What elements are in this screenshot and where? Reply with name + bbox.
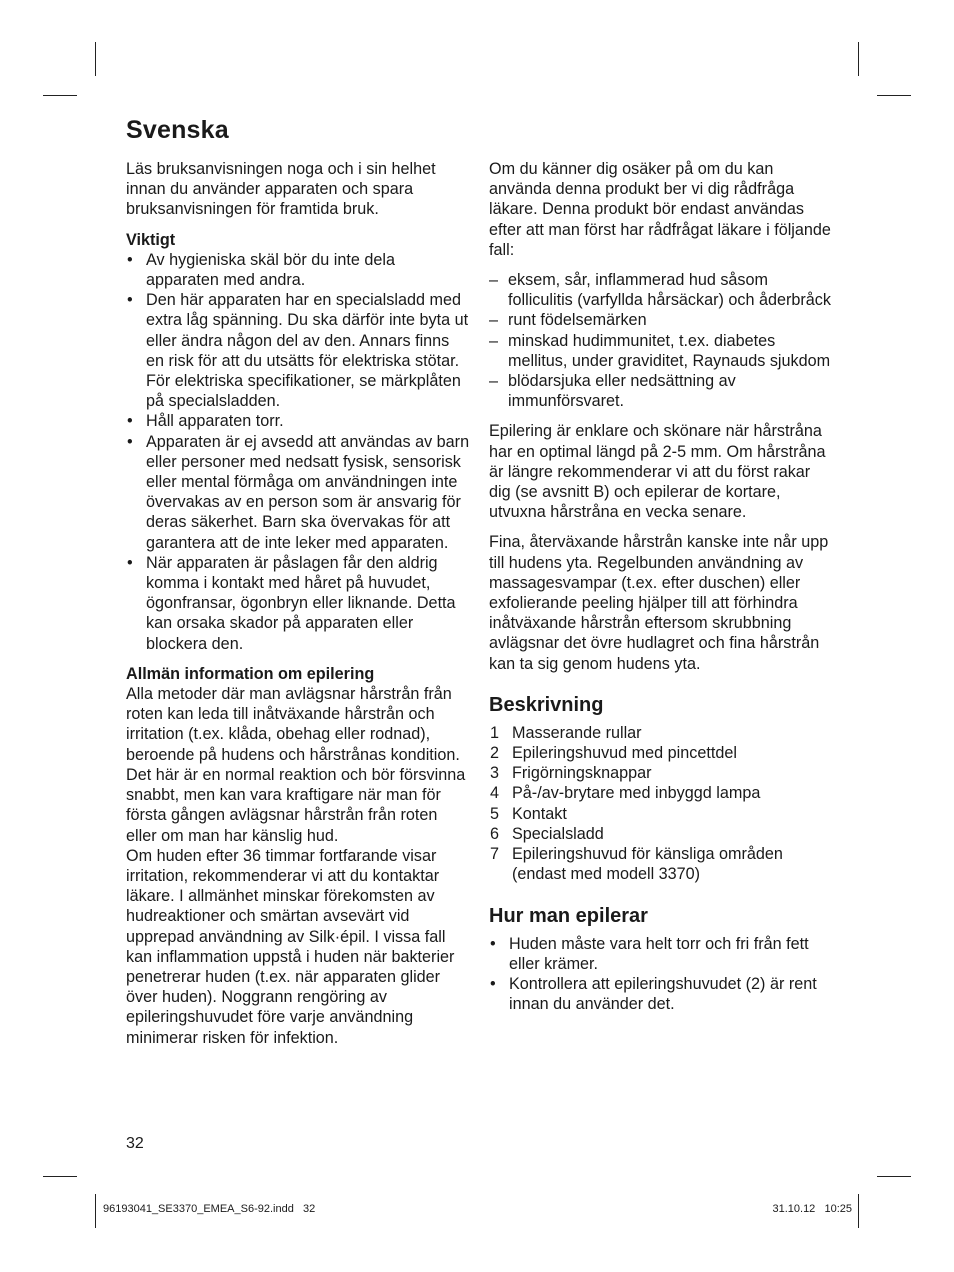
crop-mark (43, 1176, 77, 1177)
list-item (489, 723, 834, 743)
general-info-paragraph: Om du känner dig osäker på om du kan använda denna produkt ber vi dig rådfråga läkare. Denna produkt bör endast användas efter att man först har rådfrågat läkare i följande fall: (489, 160, 831, 259)
crop-mark (858, 1194, 859, 1228)
how-to-list (489, 934, 834, 1015)
part-number: 7 (490, 845, 500, 864)
list-item: • Huden måste vara helt torr och fri från fett eller krämer. (489, 934, 834, 974)
part-label: Specialsladd (512, 824, 604, 843)
crop-mark (95, 1194, 96, 1228)
part-number: 4 (490, 784, 500, 803)
list-item: • Håll apparaten torr. (126, 411, 471, 431)
general-info-paragraph: Fina, återväxande hårstrån kanske inte når upp till hudens yta. Regelbunden användning av massagesvampar (t.ex. efter duschen) eller exfolierande peeling hjälper till att förhindra inåtväxande hårstrån eftersom skrubbning avlägsnar det övre hudlagret och fina hårstrån kan ta sig genom hudens yta. (489, 533, 829, 673)
general-info-heading: Allmän information om epilering (126, 664, 375, 683)
parts-list (489, 723, 834, 885)
part-number: 3 (490, 764, 500, 783)
part-label: På-/av-brytare med inbyggd lampa (512, 784, 761, 803)
important-heading: Viktigt (126, 230, 176, 249)
list-item (489, 743, 834, 763)
footer-file-info: 96193041_SE3370_EMEA_S6-92.indd 32 (103, 1203, 316, 1215)
part-label: Epileringshuvud för känsliga områden (endast med modell 3370) (512, 845, 783, 884)
general-info-paragraph: Epilering är enklare och skönare när hårstråna har en optimal längd på 2-5 mm. Om hårstråna är längre rekommenderar vi att du först rakar dig (se avsnitt B) och epilerar de kortare, utvuxna hårstråna en vecka senare. (489, 422, 826, 522)
list-item (489, 824, 834, 844)
list-item (489, 804, 834, 824)
description-heading: Beskrivning (489, 693, 604, 716)
important-list (126, 250, 471, 654)
list-item: • När apparaten är påslagen får den aldrig komma i kontakt med håret på huvudet, ögonfransar, ögonbryn eller liknande. Detta kan orsaka skador på apparaten eller blockera den. (126, 553, 471, 654)
list-item: – minskad hudimmunitet, t.ex. diabetes mellitus, under graviditet, Raynauds sjukdom (489, 331, 834, 371)
crop-mark (95, 42, 96, 76)
crop-mark (43, 95, 77, 96)
general-info-paragraph: Om huden efter 36 timmar fortfarande visar irritation, rekommenderar vi att du kontaktar läkare. I allmänhet minskar förekomsten av hudreaktioner och smärtan avsevärt vid upprepad användning av Silk·épil. I vissa fall kan inflammation uppstå i huden när bakterier penetrerar huden (t.ex. när apparaten glider över huden). Noggrann rengöring av epileringshuvudet före varje användning minimerar risken för infektion. (126, 846, 455, 1047)
part-label: Frigörningsknappar (512, 764, 652, 783)
medical-cases-list (489, 270, 834, 411)
list-item: – eksem, sår, inflammerad hud såsom folliculitis (varfyllda hårsäckar) och åderbråck (489, 270, 834, 310)
list-item (489, 763, 834, 783)
page-number: 32 (126, 1135, 144, 1152)
part-number: 1 (490, 723, 500, 742)
list-item: • Av hygieniska skäl bör du inte dela apparaten med andra. (126, 250, 471, 290)
how-to-heading: Hur man epilerar (489, 904, 648, 927)
footer-date: 31.10.12 10:25 (772, 1203, 852, 1215)
intro-paragraph: Läs bruksanvisningen noga och i sin helhet innan du använder apparaten och spara bruksanvisningen för framtida bruk. (126, 160, 436, 219)
part-label: Masserande rullar (512, 723, 642, 742)
list-item: – blödarsjuka eller nedsättning av immunförsvaret. (489, 371, 834, 411)
part-number: 6 (490, 824, 500, 843)
crop-mark (877, 1176, 911, 1177)
part-number: 5 (490, 804, 500, 823)
crop-mark (877, 95, 911, 96)
part-label: Kontakt (512, 804, 567, 823)
part-label: Epileringshuvud med pincettdel (512, 744, 737, 763)
crop-mark (858, 42, 859, 76)
list-item: – runt födelsemärken (489, 310, 834, 330)
right-column (489, 159, 834, 1024)
part-number: 2 (490, 744, 500, 763)
list-item: • Apparaten är ej avsedd att användas av barn eller personer med nedsatt fysisk, sensorisk eller mental förmåga om användningen inte övervakas av en person som är ansvarig för deras säkerhet. Barn ska övervakas för att garantera att de inte leker med apparaten. (126, 432, 471, 553)
page-title: Svenska (126, 116, 229, 144)
list-item: • Den här apparaten har en specialsladd med extra låg spänning. Du ska därför inte byta ut eller ändra någon del av den. Annars finns en risk för att du utsätts för elektriska stötar. För elektriska specifikationer, se märkplåten på specialsladden. (126, 290, 471, 411)
general-info-paragraph: Alla metoder där man avlägsnar hårstrån från roten kan leda till inåtväxande hårstrån och irritation (t.ex. klåda, obehag eller rodnad), beroende på hudens och hårstrånas kondition. Det här är en normal reaktion och bör försvinna snabbt, men kan vara kraftigare när man för första gången avlägsnar hårstrån från roten eller om man har känslig hud. (126, 685, 466, 845)
left-column (126, 159, 471, 1058)
list-item (489, 844, 834, 884)
list-item: • Kontrollera att epileringshuvudet (2) är rent innan du använder det. (489, 974, 834, 1014)
list-item (489, 783, 834, 803)
